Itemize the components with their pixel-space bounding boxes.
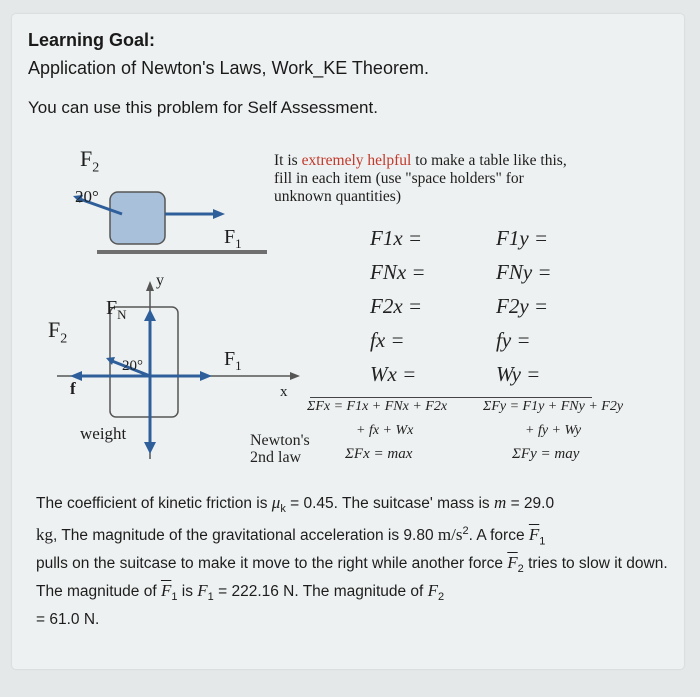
sum-x-line3: ΣFx = max <box>345 446 413 462</box>
top-f2-label: $F_2$ <box>80 146 100 176</box>
fbd-angle-label: 20° <box>122 358 143 374</box>
fbd-fn-label: $F_N$ <box>106 297 127 322</box>
newtons-law-label: Newton's 2nd law <box>250 432 310 466</box>
y-axis-arrowhead <box>146 281 154 291</box>
sum-y-line1: ΣFy = F1y + FNy + F2y <box>483 399 624 414</box>
sum-divider <box>310 397 592 398</box>
fbd-f1-label: $F_1$ <box>224 348 242 373</box>
component-left-1: FNx = <box>370 260 426 284</box>
table-note: It is extremely helpful to make a table like this, fill in each item (use "space holders" for unknown quantities) <box>274 152 567 205</box>
sum-y-line2: + fy + Wy <box>525 423 582 438</box>
sum-x-line2: + fx + Wx <box>356 423 414 438</box>
problem-statement: The coefficient of kinetic friction is $\mu_k = 0.45$. The suitcase' mass is m = 29.0 kg, The magnitude of the gravitational acceleration is 9.80 $m/s^2$. A force $\overline{F}_1$ pulls on the suitcase to make it move to the right while another force $\overline{F}_2$ tries to slow it down. The magnitude of $\overline{F}_1$ is $F_1 = 222.16$ N. The magnitude of $F_2$ = 61.0 N. <box>36 493 668 628</box>
top-f1-label: $F_1$ <box>224 226 242 251</box>
component-right-1: FNy = <box>496 260 552 284</box>
top-angle-label: 20° <box>75 187 99 206</box>
fbd-y-label: y <box>156 272 164 289</box>
sum-y-line3: ΣFy = may <box>512 446 580 462</box>
mu-symbol: μ <box>271 493 281 512</box>
self-assessment-note: You can use this problem for Self Assessment. <box>28 98 378 117</box>
fbd-friction-label: f <box>70 379 76 398</box>
sum-x-line1: ΣFx = F1x + FNx + F2x <box>307 399 448 414</box>
problem-card <box>12 14 684 669</box>
suitcase-box <box>110 192 165 244</box>
component-right-2: F2y = <box>496 294 549 318</box>
table-note-emphasis: extremely helpful <box>301 152 412 169</box>
learning-goal-subtitle: Application of Newton's Laws, Work_KE Theorem. <box>28 58 429 78</box>
learning-goal-title: Learning Goal: <box>28 30 156 50</box>
x-axis-arrowhead <box>290 372 300 380</box>
component-right-0: F1y = <box>496 226 549 250</box>
component-right-3: fy = <box>496 328 531 352</box>
fbd-x-label: x <box>280 384 288 400</box>
component-left-2: F2x = <box>370 294 423 318</box>
vector-f1: $\overline{F}$ <box>528 525 540 545</box>
fbd-force1-arrowhead <box>200 371 212 381</box>
fbd-f2-label: $F_2$ <box>48 317 68 347</box>
component-left-0: F1x = <box>370 226 423 250</box>
component-left-4: Wx = <box>370 362 417 386</box>
normal-force-arrowhead <box>144 309 156 321</box>
force1-arrowhead <box>213 209 225 219</box>
fbd-box <box>110 307 178 417</box>
fbd-weight-label: weight <box>80 424 127 443</box>
component-left-3: fx = <box>370 328 405 352</box>
component-right-4: Wy = <box>496 362 541 386</box>
vector-f2: $\overline{F}$ <box>507 553 518 573</box>
weight-arrowhead <box>144 442 156 454</box>
